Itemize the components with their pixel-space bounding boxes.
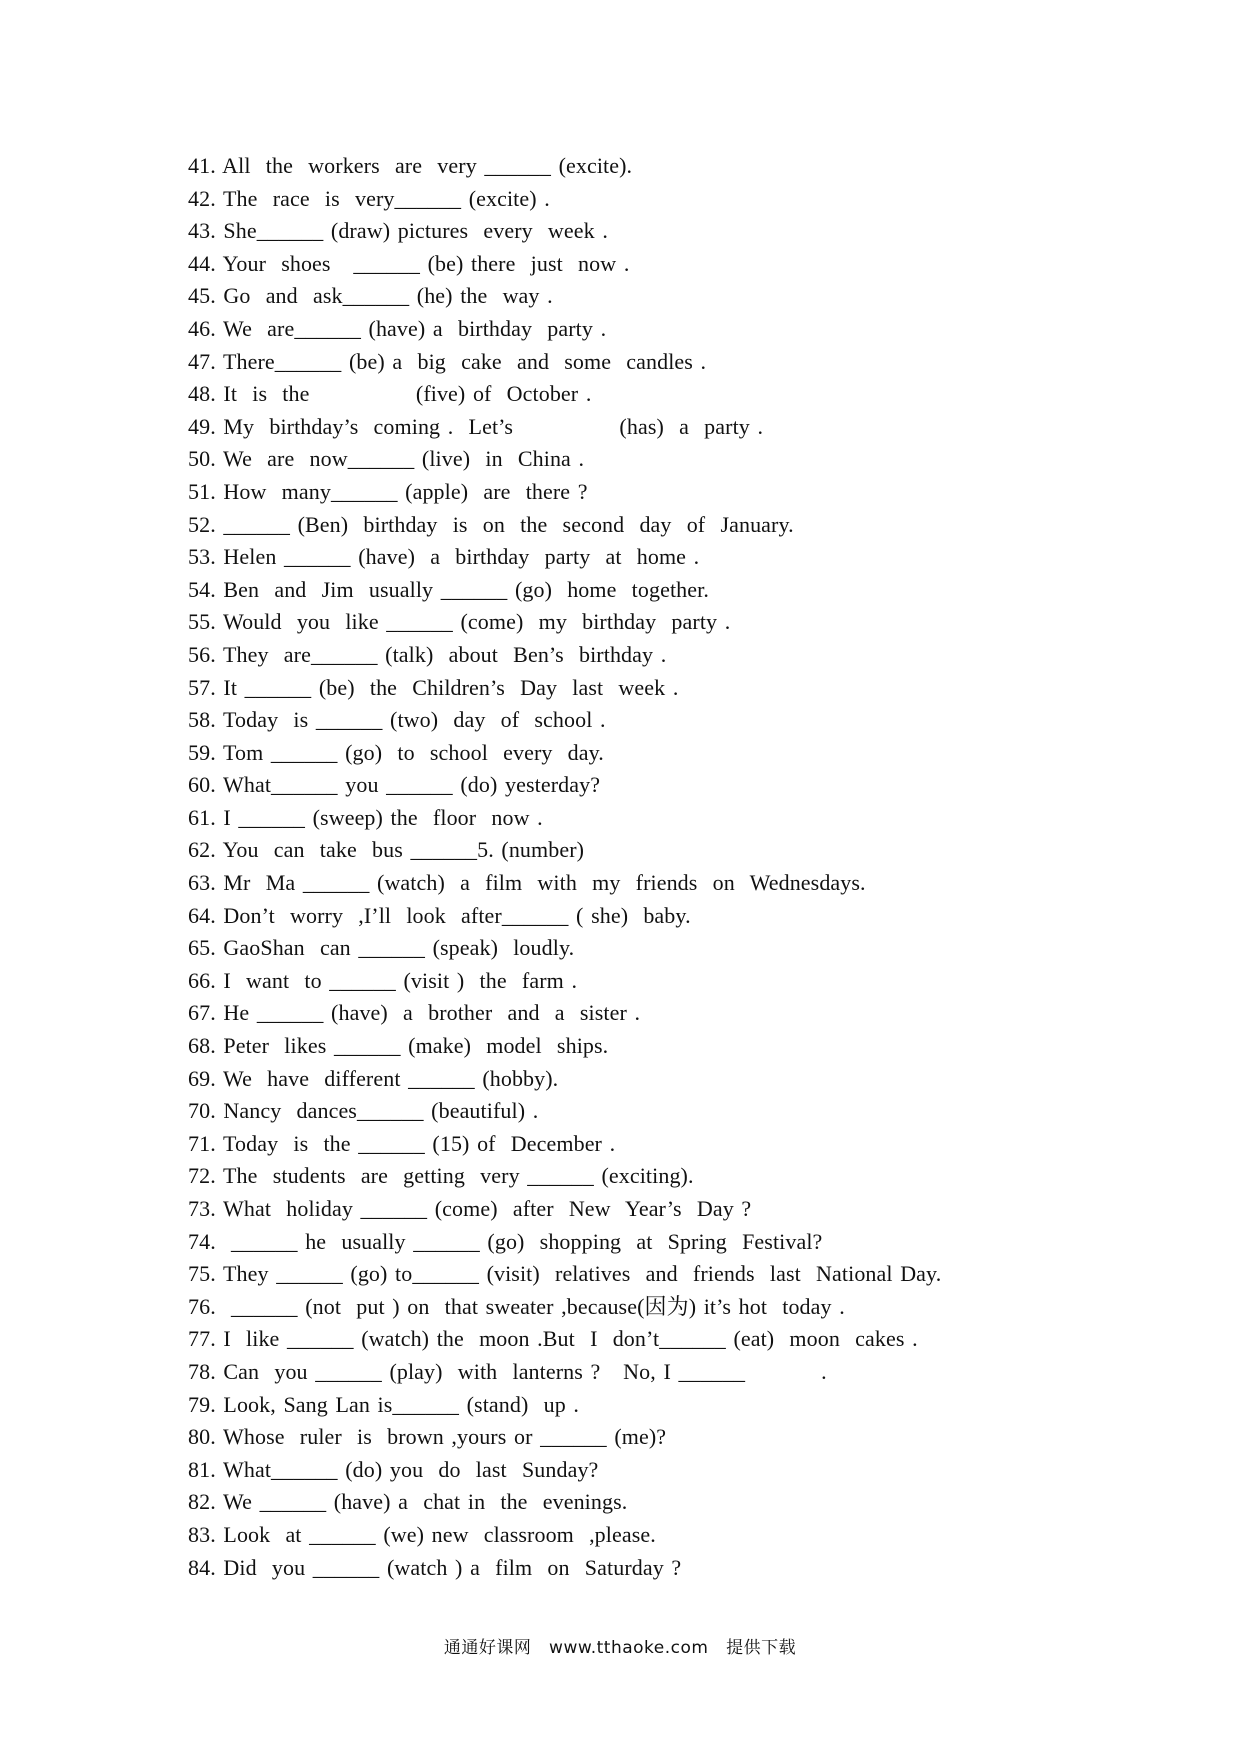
exercise-item: 54. Ben and Jim usually ______ (go) home together. xyxy=(188,576,709,602)
exercise-item: 84. Did you ______ (watch ) a film on Saturday ? xyxy=(188,1554,682,1580)
exercise-item: 46. We are______ (have) a birthday party . xyxy=(188,315,607,341)
exercise-item: 55. Would you like ______ (come) my birthday party . xyxy=(188,609,731,635)
exercise-item: 52. ______ (Ben) birthday is on the second day of January. xyxy=(188,511,794,537)
exercise-item: 58. Today is ______ (two) day of school . xyxy=(188,707,606,733)
exercise-item: 72. The students are getting very ______ (exciting). xyxy=(188,1163,694,1189)
exercise-item: 79. Look, Sang Lan is______ (stand) up . xyxy=(188,1391,580,1417)
exercise-item: 59. Tom ______ (go) to school every day. xyxy=(188,739,604,765)
exercise-item: 42. The race is very______ (excite) . xyxy=(188,185,550,211)
exercise-item: 81. What______ (do) you do last Sunday? xyxy=(188,1456,599,1482)
exercise-item: 73. What holiday ______ (come) after New Year’s Day ? xyxy=(188,1196,752,1221)
exercise-item: 65. GaoShan can ______ (speak) loudly. xyxy=(188,935,575,961)
exercise-item: 60. What______ you ______ (do) yesterday? xyxy=(188,772,601,798)
exercise-item: 62. You can take bus ______5. (number) xyxy=(188,837,585,863)
exercise-item: 47. There______ (be) a big cake and some candles . xyxy=(188,348,707,374)
exercise-item: 76. ______ (not put ) on that sweater ,because(因为) it’s hot today . xyxy=(188,1293,845,1319)
exercise-item: 77. I like ______ (watch) the moon .But I don’t______ (eat) moon cakes . xyxy=(188,1326,918,1352)
exercise-item: 44. Your shoes ______ (be) there just now . xyxy=(188,250,630,276)
exercise-item: 83. Look at ______ (we) new classroom ,please. xyxy=(188,1521,656,1547)
exercise-item: 69. We have different ______ (hobby). xyxy=(188,1065,559,1091)
exercise-item: 68. Peter likes ______ (make) model ships. xyxy=(188,1033,609,1059)
exercise-item: 67. He ______ (have) a brother and a sister . xyxy=(188,1000,641,1026)
exercise-item: 66. I want to ______ (visit ) the farm . xyxy=(188,967,578,993)
exercise-list xyxy=(188,150,1188,1584)
exercise-item: 45. Go and ask______ (he) the way . xyxy=(188,283,553,309)
exercise-item: 63. Mr Ma ______ (watch) a film with my friends on Wednesdays. xyxy=(188,870,866,896)
exercise-item: 51. How many______ (apple) are there ? xyxy=(188,478,588,504)
exercise-item: 50. We are now______ (live) in China . xyxy=(188,446,585,472)
exercise-item: 57. It ______ (be) the Children’s Day last week . xyxy=(188,674,679,700)
exercise-item: 43. She______ (draw) pictures every week . xyxy=(188,218,608,244)
exercise-item: 61. I ______ (sweep) the floor now . xyxy=(188,804,543,830)
exercise-item: 49. My birthday’s coming . Let’s (has) a party . xyxy=(188,413,764,439)
exercise-item: 53. Helen ______ (have) a birthday party at home . xyxy=(188,544,700,570)
exercise-item: 74. ______ he usually ______ (go) shopping at Spring Festival? xyxy=(188,1228,823,1254)
exercise-item: 78. Can you ______ (play) with lanterns ? No, I ______ . xyxy=(188,1358,827,1384)
exercise-item: 70. Nancy dances______ (beautiful) . xyxy=(188,1098,539,1124)
exercise-item: 80. Whose ruler is brown ,yours or ______ (me)? xyxy=(188,1424,667,1450)
exercise-item: 82. We ______ (have) a chat in the evenings. xyxy=(188,1489,628,1515)
exercise-item: 56. They are______ (talk) about Ben’s birthday . xyxy=(188,641,667,667)
footer-credit: 通通好课网 www.tthaoke.com 提供下载 xyxy=(443,1638,797,1658)
exercise-item: 48. It is the (five) of October . xyxy=(188,381,592,407)
exercise-item: 71. Today is the ______ (15) of December . xyxy=(188,1130,616,1156)
exercise-item: 41. All the workers are very ______ (excite). xyxy=(188,153,633,178)
exercise-item: 75. They ______ (go) to______ (visit) relatives and friends last National Day. xyxy=(188,1261,942,1287)
exercise-item: 64. Don’t worry ,I’ll look after______ ( she) baby. xyxy=(188,902,691,928)
